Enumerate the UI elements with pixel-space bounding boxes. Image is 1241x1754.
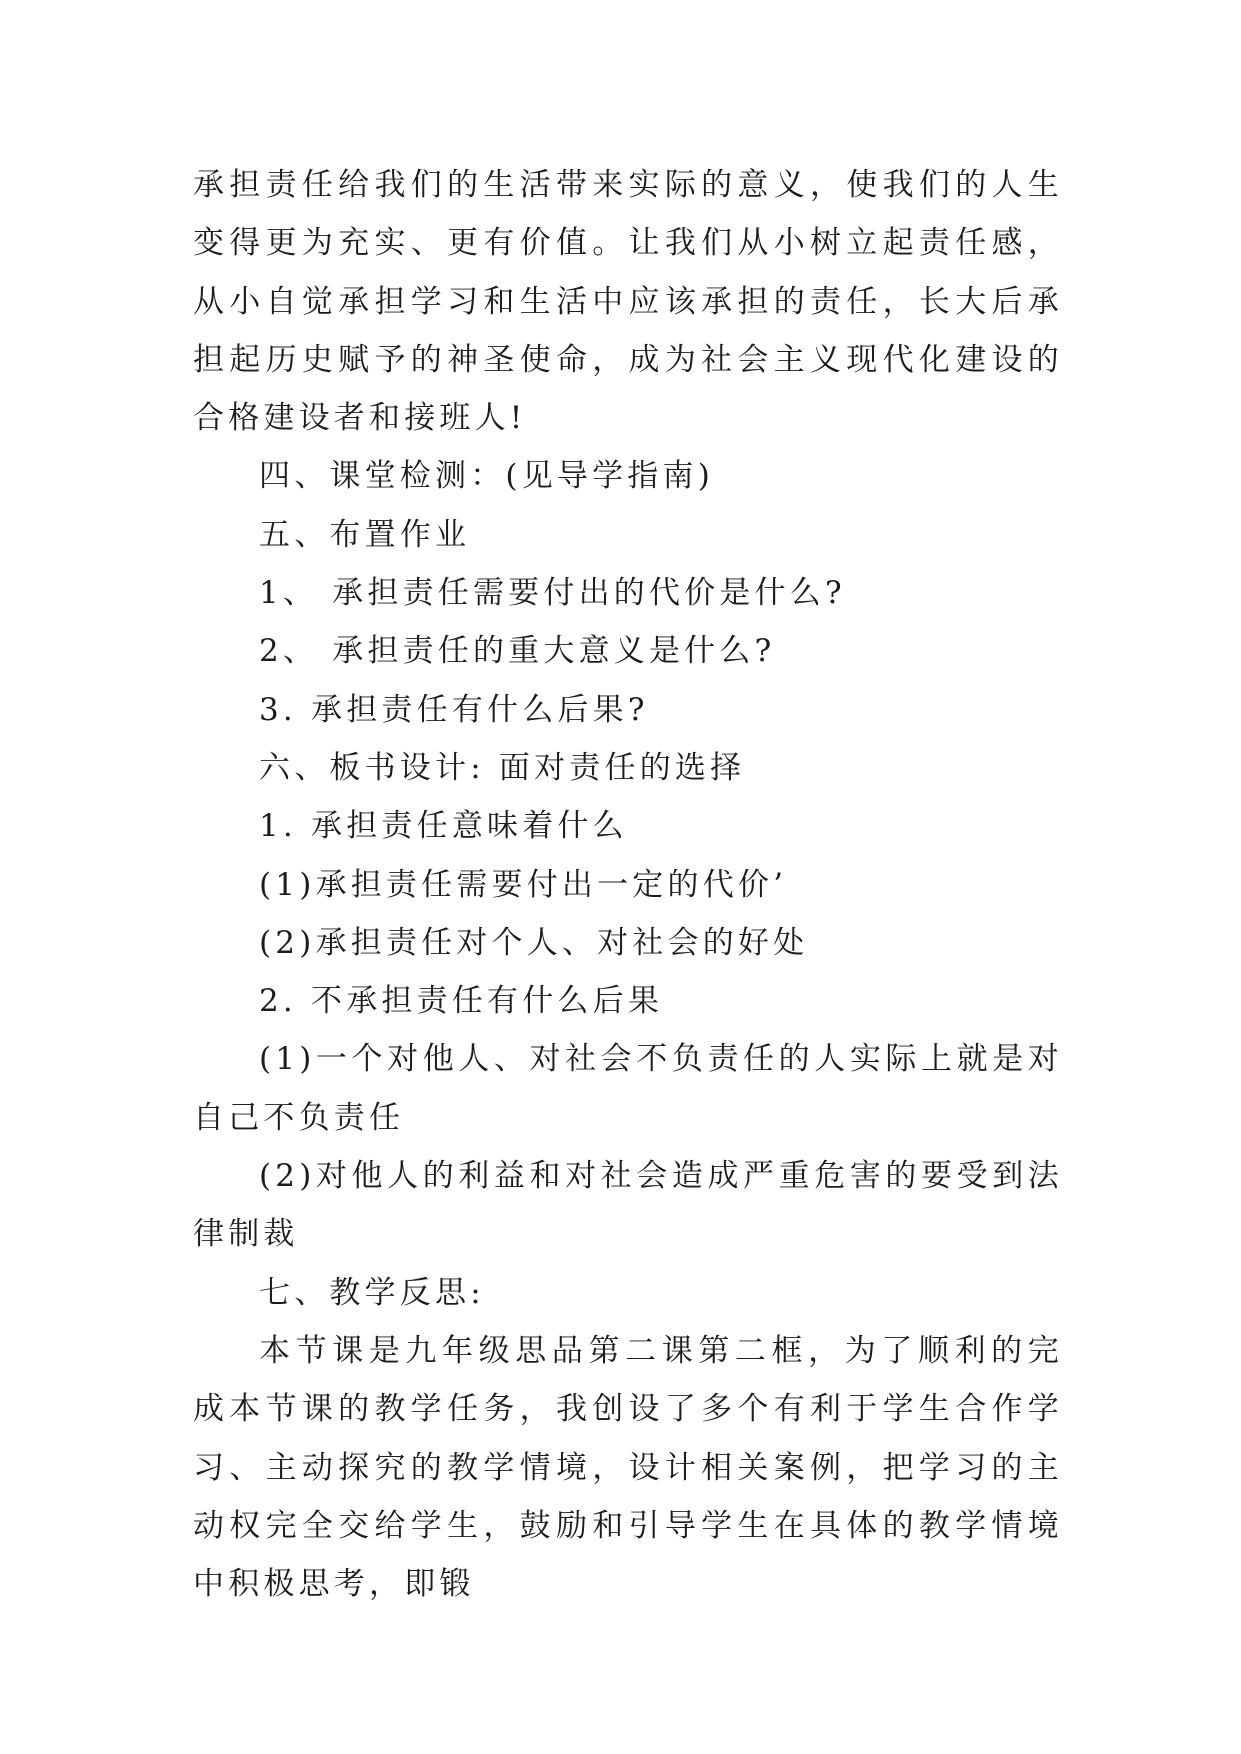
heading-classroom-test: 四、课堂检测：(见导学指南) [259,458,714,495]
board-point-2: 2. 不承担责任有什么后果 [259,983,664,1020]
document-body [193,156,1063,1613]
board-subpoint-2-2: (2)对他人的利益和对社会造成严重危害的要受到法律制裁 [193,1158,1063,1253]
board-subpoint-2-1: (1)一个对他人、对社会不负责任的人实际上就是对自己不负责任 [193,1041,1063,1136]
homework-item-3: 3. 承担责任有什么后果? [259,691,649,728]
paragraph-responsibility-meaning: 承担责任给我们的生活带来实际的意义，使我们的人生变得更为充实、更有价值。让我们从小树立起责任感，从小自觉承担学习和生活中应该承担的责任，长大后承担起历史赋予的神圣使命，成为社会主义现代化建设的合格建设者和接班人! [193,167,1063,437]
homework-item-1: 1、 承担责任需要付出的代价是什么? [259,575,846,612]
board-point-1: 1. 承担责任意味着什么 [259,808,628,845]
heading-homework: 五、布置作业 [259,516,471,553]
board-subpoint-1-1: (1)承担责任需要付出一定的代价’ [259,866,788,903]
paragraph-reflection: 本节课是九年级思品第二课第二框，为了顺利的完成本节课的教学任务，我创设了多个有利于学生合作学习、主动探究的教学情境，设计相关案例，把学习的主动权完全交给学生，鼓励和引导学生在具体的教学情境中积极思考，即锻 [193,1332,1063,1603]
heading-teaching-reflection: 七、教学反思: [259,1274,485,1311]
heading-board-design: 六、板书设计: 面对责任的选择 [259,749,746,786]
homework-item-2: 2、 承担责任的重大意义是什么? [259,633,776,670]
board-subpoint-1-2: (2)承担责任对个人、对社会的好处 [259,924,809,961]
